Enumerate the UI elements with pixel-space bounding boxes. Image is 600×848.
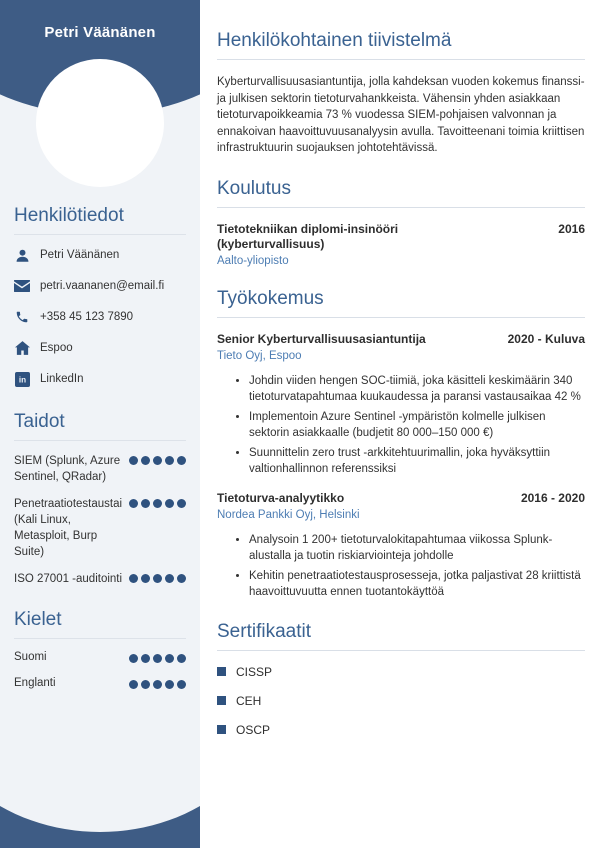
experience-entry-head: [217, 332, 585, 347]
summary-section-heading: Henkilökohtainen tiivistelmä: [217, 30, 452, 51]
language-row: [14, 651, 186, 663]
job-date: 2016 - 2020: [520, 490, 585, 505]
skill-rating-dots: [129, 496, 186, 508]
divider: [14, 234, 186, 235]
job-bullet-list: [217, 373, 585, 477]
contact-row-name: [14, 247, 186, 263]
certification-row: [217, 694, 585, 708]
job-bullet: • Johdin viiden hengen SOC-tiimiä, joka käsitteli keskimäärin 340 tietoturvatapahtumaa kuukaudessa ja paransi vastausaikaa 42 %: [249, 373, 585, 405]
home-icon: [14, 340, 30, 356]
job-title: Senior Kyberturvallisuusasiantuntija: [217, 331, 426, 346]
skill-row: [14, 571, 186, 587]
certification-label: CEH: [236, 693, 262, 708]
language-label: Suomi: [14, 651, 47, 663]
experience-section-heading: Työkokemus: [217, 287, 324, 309]
contact-list: [14, 247, 186, 387]
candidate-name-header: Petri Väänänen: [44, 24, 156, 41]
languages-section-heading: Kielet: [14, 609, 62, 630]
summary-text: Kyberturvallisuusasiantuntija, jolla kahdeksan vuoden kokemus finanssi- ja julkisen sektorin tietoturvahankkeista. Vähensin yhden asiakkaan tietoturvapoikkeamia 73 % vuodessa SIEM-pohjaisen valvonnan ja ennakoivan haavoittuvuusanalyysin avulla. Tavoitteenani toimia kriittisen infrastruktuurin suojauksen johtotehtävissä.: [217, 76, 585, 154]
contact-row-phone: [14, 309, 186, 325]
svg-text:in: in: [18, 375, 26, 385]
skill-row: [14, 496, 186, 560]
language-rating-dots: [129, 651, 186, 663]
job-bullet: • Suunnittelin zero trust -arkkitehtuurimallin, joka hyväksyttiin valtionhallinnon referenssiksi: [249, 445, 585, 477]
education-date: 2016: [558, 221, 585, 236]
certification-row: [217, 665, 585, 679]
contact-row-email: [14, 278, 186, 294]
certification-row: [217, 723, 585, 737]
company-name: Tieto Oyj, Espoo: [217, 349, 302, 362]
contact-phone-text: +358 45 123 7890: [40, 311, 134, 323]
skill-rating-dots: [129, 453, 186, 465]
sidebar: [0, 0, 200, 848]
contact-name-text: Petri Väänänen: [40, 249, 120, 261]
experience-entry: [217, 491, 585, 600]
divider: [217, 59, 585, 60]
contact-location-text: Espoo: [40, 342, 73, 354]
square-bullet-icon: [217, 725, 226, 734]
sidebar-footer: [0, 790, 200, 848]
linkedin-icon: [14, 371, 30, 387]
skills-section-heading: Taidot: [14, 411, 65, 432]
skill-row: [14, 453, 186, 485]
certifications-section-heading: Sertifikaatit: [217, 620, 311, 642]
certification-label: OSCP: [236, 722, 271, 737]
education-section-heading: Koulutus: [217, 177, 291, 199]
degree-title: Tietotekniikan diplomi-insinööri (kyberturvallisuus): [217, 221, 399, 251]
skill-rating-dots: [129, 571, 186, 583]
divider: [14, 638, 186, 639]
sidebar-body: [0, 205, 200, 703]
education-entry-head: [217, 222, 585, 252]
experience-entry-head: [217, 491, 585, 506]
job-bullet-list: [217, 532, 585, 600]
main-column: [217, 0, 585, 752]
certifications-list: [217, 665, 585, 737]
profile-photo-placeholder: [36, 59, 164, 187]
skill-label: SIEM (Splunk, Azure Sentinel, QRadar): [14, 455, 121, 483]
school-name: Aalto-yliopisto: [217, 254, 289, 267]
contact-email-text: petri.vaananen@email.fi: [40, 280, 165, 292]
language-label: Englanti: [14, 677, 56, 689]
divider: [217, 207, 585, 208]
company-name: Nordea Pankki Oyj, Helsinki: [217, 508, 360, 521]
experience-entry: [217, 332, 585, 477]
footer-curve-shape: [0, 790, 200, 832]
contact-row-location: [14, 340, 186, 356]
skill-label: Penetraatiotestaustai (Kali Linux, Metasploit, Burp Suite): [14, 498, 123, 558]
job-bullet: • Implementoin Azure Sentinel -ympäristön kolmelle julkisen sektorin asiakkaalle (budjetit 80 000–150 000 €): [249, 409, 585, 441]
certification-label: CISSP: [236, 664, 273, 679]
contact-linkedin-text: LinkedIn: [40, 373, 84, 385]
mail-icon: [14, 278, 30, 294]
square-bullet-icon: [217, 696, 226, 705]
contact-row-linkedin[interactable]: [14, 371, 186, 387]
divider: [14, 440, 186, 441]
phone-icon: [14, 309, 30, 325]
job-bullet: • Analysoin 1 200+ tietoturvalokitapahtumaa viikossa Splunk-alustalla ja tuotin riskiarviointeja johdolle: [249, 532, 585, 564]
languages-list: [14, 651, 186, 689]
user-icon: [14, 247, 30, 263]
square-bullet-icon: [217, 667, 226, 676]
divider: [217, 317, 585, 318]
skill-label: ISO 27001 -auditointi: [14, 573, 123, 585]
job-bullet: • Kehitin penetraatiotestausprosesseja, jotka paljastivat 28 kriittistä haavoittuvuutta ennen tuotantokäyttöä: [249, 568, 585, 600]
job-date: 2020 - Kuluva: [507, 331, 585, 346]
skills-list: [14, 453, 186, 587]
language-rating-dots: [129, 677, 186, 689]
job-title: Tietoturva-analyytikko: [217, 490, 345, 505]
divider: [217, 650, 585, 651]
education-entry: [217, 222, 585, 267]
language-row: [14, 677, 186, 689]
contact-section-heading: Henkilötiedot: [14, 205, 124, 226]
